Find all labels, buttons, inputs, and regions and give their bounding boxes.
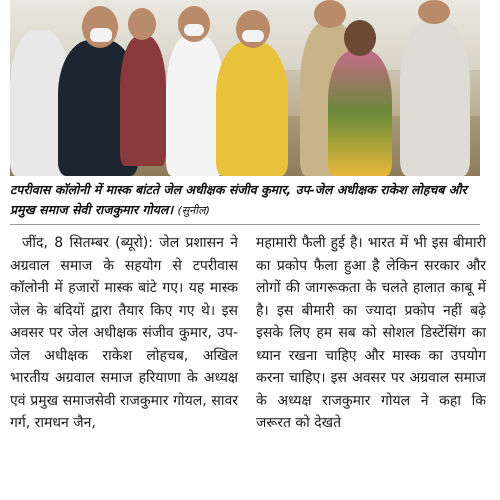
mask (90, 28, 112, 42)
person-yellow-shirt-head (236, 10, 270, 48)
article-column-right (256, 232, 486, 435)
caption-text: टपरीवास कॉलोनी में मास्क बांटते जेल अधीक्षक संजीव कुमार, उप-जेल अधीक्षक राकेश लोहचब और प्रमुख समाज सेवी राजकुमार गोयल। (10, 182, 467, 217)
person-maroon-shirt (120, 36, 166, 166)
person-uniform-head (314, 0, 346, 28)
mask (242, 30, 264, 42)
person-woman-colorful (328, 50, 392, 176)
article-right-text: महामारी फैली हुई है। भारत में भी इस बीमारी का प्रकोप फैला हुआ है लेकिन सरकार और लोगों की जागरूकता के चलते हालात काबू में है। इस बीमारी का ज्यादा प्रकोप नहीं बढ़े इसके लिए हम सब को सोशल डिस्टेंसिंग का ध्यान रखना चाहिए और मास्क का उपयोग करना चाहिए। इस अवसर पर अग्रवाल समाज के अध्यक्ष राजकुमार गोयल ने कहा कि जरूरत को देखते (256, 235, 486, 431)
mask (184, 24, 204, 36)
divider (10, 224, 480, 225)
person-yellow-shirt (216, 42, 288, 176)
photo-caption (10, 180, 480, 221)
news-photo (10, 0, 480, 176)
person-right-light-shirt (400, 20, 470, 176)
person-right-head (418, 0, 450, 24)
article-left-text: जींद, 8 सितम्बर (ब्यूरो): जेल प्रशासन ने अग्रवाल समाज के सहयोग से टपरीवास कॉलोनी में हजारों मास्क बांटे गए। यह मास्क जेल के बंदियों द्वारा तैयार किए गए थे। इस अवसर पर जेल अधीक्षक संजीव कुमार, उप-जेल अधीक्षक राकेश लोहचब, अखिल भारतीय अग्रवाल समाज हरियाणा के अध्यक्ष एवं प्रमुख समाजसेवी राजकुमार गोयल, सावर गर्ग, रामधन जैन, (10, 235, 238, 431)
article-column-left (10, 232, 238, 435)
caption-credit: (सुनील) (177, 204, 210, 217)
person-woman-head (344, 20, 376, 56)
person-maroon-head (128, 8, 156, 40)
